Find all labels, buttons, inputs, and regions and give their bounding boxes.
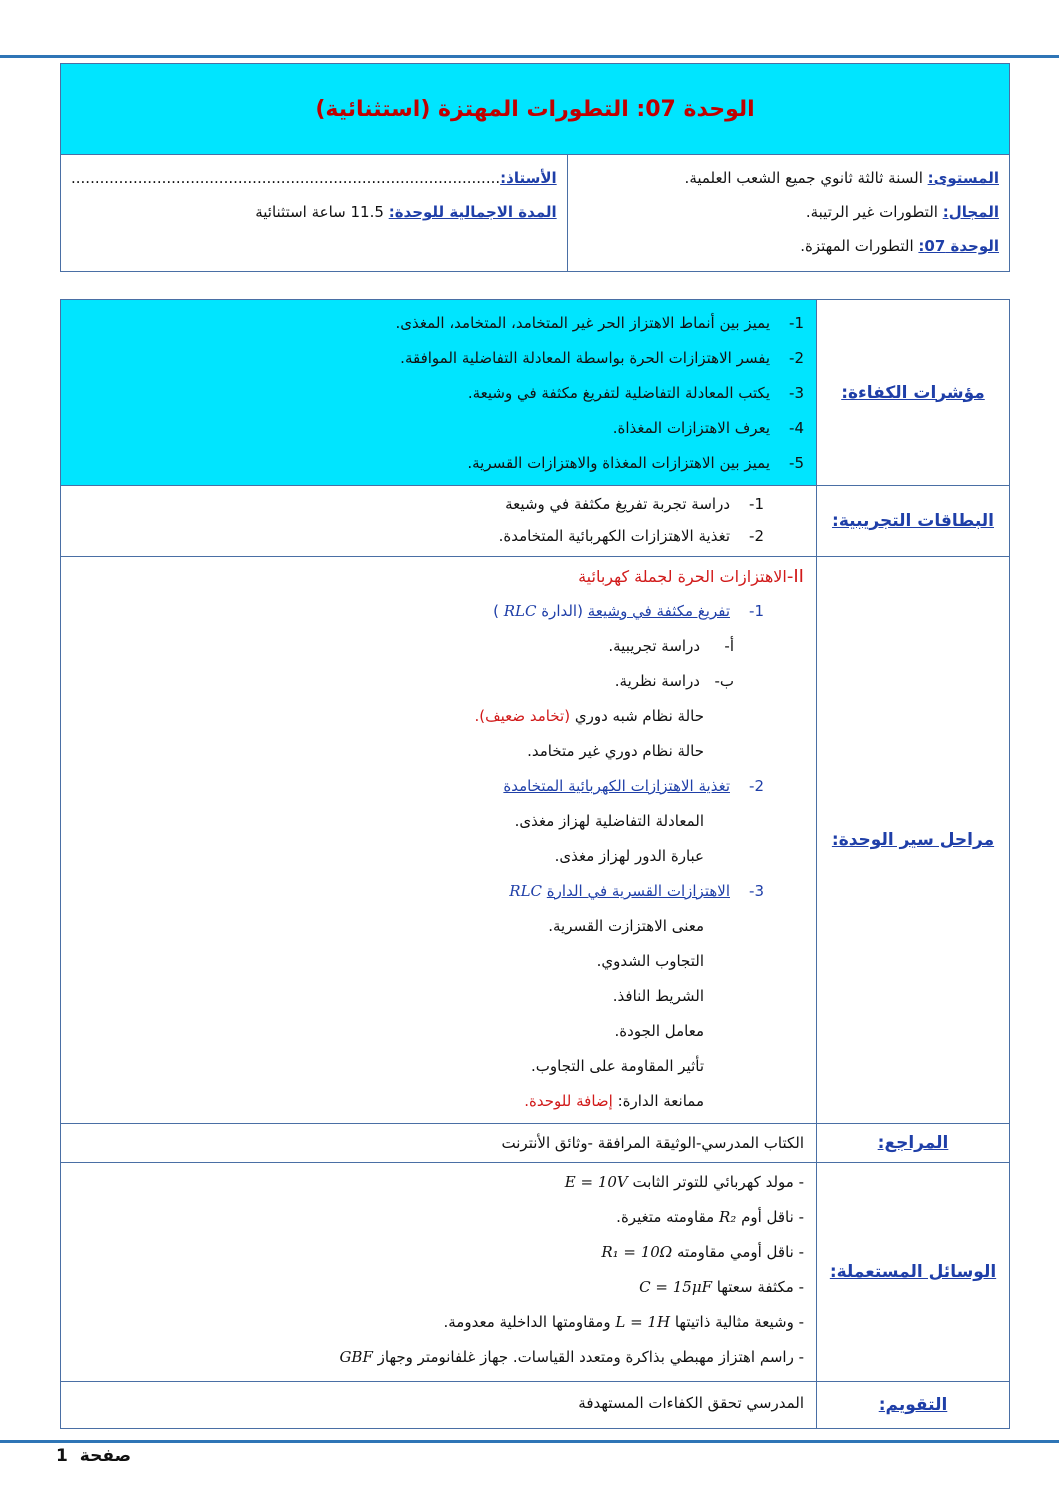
stage-3-item: معامل الجودة. bbox=[614, 1022, 704, 1040]
tool-item: - ناقل أومي مقاومته R₁ = 10Ω bbox=[601, 1243, 804, 1261]
stage-2-item: عبارة الدور لهزاز مغذى. bbox=[554, 847, 704, 865]
stage-3: 3-الاهتزازات القسرية في الدارة RLC bbox=[509, 882, 764, 900]
tool-item: - ناقل أوم R₂ مقاومته متغيرة. bbox=[616, 1208, 804, 1226]
unit-info bbox=[567, 155, 1009, 272]
stage-1b: ب-دراسة نظرية. bbox=[614, 672, 734, 690]
teacher-label: الأستاذ: bbox=[500, 169, 557, 187]
stage-3-item: ممانعة الدارة: إضافة للوحدة. bbox=[524, 1092, 704, 1110]
main-table bbox=[60, 299, 1010, 1429]
tools-list bbox=[61, 1163, 817, 1382]
indicator-item: 4-يعرف الاهتزازات المغذاة. bbox=[612, 419, 804, 437]
references-text: الكتاب المدرسي-الوثيقة المرافقة -وثائق الأنترنت bbox=[61, 1124, 817, 1163]
stage-1a: أ-دراسة تجريبية. bbox=[608, 637, 734, 655]
cards-label: البطاقات التجريبية: bbox=[817, 486, 1010, 557]
page-footer bbox=[56, 1446, 137, 1466]
evaluation-text: المدرسي تحقق الكفاءات المستهدفة bbox=[61, 1382, 817, 1429]
field-label: المجال: bbox=[942, 203, 999, 221]
level-label: المستوى: bbox=[927, 169, 999, 187]
stages-label: مراحل سير الوحدة: bbox=[817, 557, 1010, 1124]
section-title: II-الاهتزازات الحرة لجملة كهربائية bbox=[578, 566, 804, 587]
level-value: السنة ثالثة ثانوي جميع الشعب العلمية. bbox=[684, 169, 928, 187]
card-item: 1-دراسة تجربة تفريغ مكثفة في وشيعة bbox=[505, 495, 764, 513]
tools-label: الوسائل المستعملة: bbox=[817, 1163, 1010, 1382]
stage-3-item: التجاوب الشدوي. bbox=[596, 952, 704, 970]
field-value: التطورات غير الرتيبة. bbox=[805, 203, 943, 221]
bottom-rule bbox=[0, 1440, 1059, 1443]
indicator-item: 1-يميز بين أنماط الاهتزاز الحر غير المتخامد، المتخامد، المغذى. bbox=[395, 314, 804, 332]
stage-3-item: الشريط النافذ. bbox=[612, 987, 704, 1005]
references-label: المراجع: bbox=[817, 1124, 1010, 1163]
indicator-item: 3-يكتب المعادلة التفاضلية لتفريغ مكثفة في وشيعة. bbox=[467, 384, 804, 402]
teacher-value: .......................................................................................... bbox=[71, 169, 501, 187]
unit-value: التطورات المهتزة. bbox=[800, 237, 919, 255]
tool-item: - راسم اهتزاز مهبطي بذاكرة ومتعدد القياسات. جهاز غلفانومتر وجهاز GBF bbox=[339, 1348, 804, 1366]
stage-case-1: حالة نظام شبه دوري (تخامد ضعيف). bbox=[474, 707, 704, 725]
evaluation-label: التقويم: bbox=[817, 1382, 1010, 1429]
stage-2: 2-تغذية الاهتزازات الكهربائية المتخامدة bbox=[503, 777, 764, 795]
teacher-info bbox=[61, 155, 568, 272]
indicators-label: مؤشرات الكفاءة: bbox=[817, 300, 1010, 486]
stage-2-item: المعادلة التفاضلية لهزاز مغذى. bbox=[514, 812, 704, 830]
stages-content bbox=[61, 557, 817, 1124]
duration-value: 11.5 ساعة استثنائية bbox=[255, 203, 389, 221]
page-label: صفحة bbox=[79, 1446, 131, 1466]
unit-title: الوحدة 07: التطورات المهتزة (استثنائية) bbox=[61, 64, 1010, 155]
stage-case-2: حالة نظام دوري غير متخامد. bbox=[527, 742, 704, 760]
tool-item: - وشيعة مثالية ذاتيتها L = 1H ومقاومتها الداخلية معدومة. bbox=[443, 1313, 804, 1331]
card-item: 2-تغذية الاهتزازات الكهربائية المتخامدة. bbox=[498, 527, 764, 545]
cards-list bbox=[61, 486, 817, 557]
top-rule bbox=[0, 55, 1059, 58]
tool-item: - مولد كهربائي للتوتر الثابت E = 10V bbox=[564, 1173, 804, 1191]
indicators-list bbox=[61, 300, 817, 486]
tool-item: - مكثفة سعتها C = 15μF bbox=[639, 1278, 804, 1296]
page-number: 1 bbox=[56, 1446, 68, 1466]
stage-3-item: معنى الاهتزازت القسرية. bbox=[548, 917, 704, 935]
indicator-item: 2-يفسر الاهتزازات الحرة بواسطة المعادلة التفاضلية الموافقة. bbox=[400, 349, 804, 367]
stage-1: 1-تفريغ مكثفة في وشيعة (الدارة RLC ) bbox=[493, 602, 764, 620]
unit-label: الوحدة 07: bbox=[918, 237, 999, 255]
header-table bbox=[60, 63, 1010, 272]
stage-3-item: تأثير المقاومة على التجاوب. bbox=[531, 1057, 704, 1075]
indicator-item: 5-يميز بين الاهتزازات المغذاة والاهتزازات القسرية. bbox=[467, 454, 804, 472]
duration-label: المدة الاجمالية للوحدة: bbox=[388, 203, 557, 221]
